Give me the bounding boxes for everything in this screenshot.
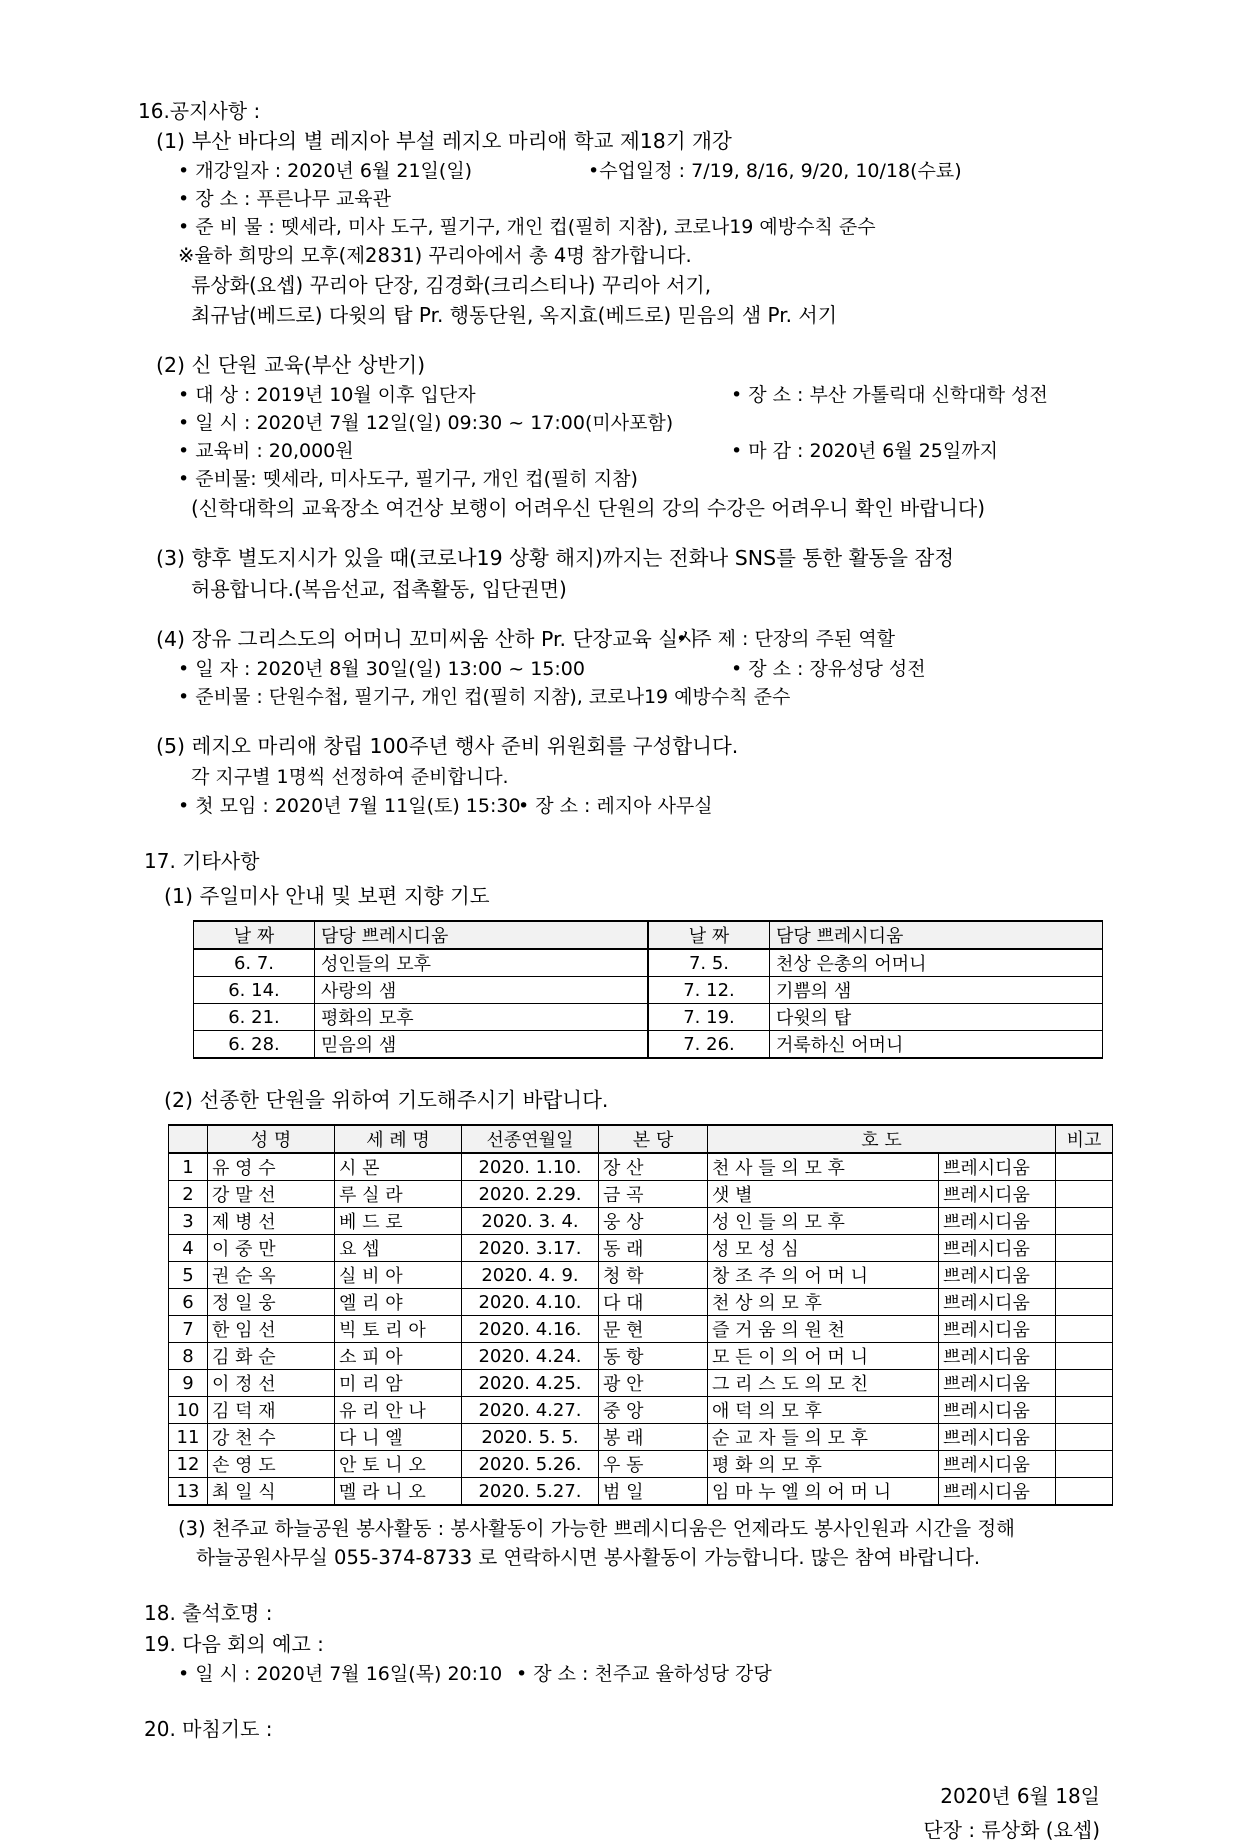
section-16-item-2-row-3 [178, 437, 1118, 465]
cell-name: 강 천 수 [208, 1424, 335, 1451]
row-right: • 마 감 : 2020년 6월 25일까지 [731, 440, 998, 462]
cell-presidium-word: 쁘레시디움 [939, 1316, 1056, 1343]
cell-baptismal-name: 유 리 안 나 [335, 1397, 462, 1424]
cell-remarks [1056, 1235, 1113, 1262]
col-date-2: 날 짜 [648, 921, 770, 949]
cell-parish: 우 동 [599, 1451, 708, 1478]
cell-presidium-word: 쁘레시디움 [939, 1208, 1056, 1235]
section-17-sub-1-label: (1) 주일미사 안내 및 보편 지향 기도 [164, 884, 490, 908]
cell-death-date: 2020. 4.25. [462, 1370, 599, 1397]
table-row [169, 1370, 1113, 1397]
cell-name: 최 일 식 [208, 1478, 335, 1506]
cell-remarks [1056, 1424, 1113, 1451]
section-16-item-5-label: (5) 레지오 마리애 창립 100주년 행사 준비 위원회를 구성합니다. [156, 734, 739, 758]
cell-baptismal-name: 멜 라 니 오 [335, 1478, 462, 1506]
cell-index: 5 [169, 1262, 208, 1289]
cell-baptismal-name: 요 셉 [335, 1235, 462, 1262]
table-row [169, 1153, 1113, 1181]
cell-baptismal-name: 다 니 엘 [335, 1424, 462, 1451]
row-left: • 개강일자 : 2020년 6월 21일(일) [178, 160, 473, 182]
cell-index: 1 [169, 1153, 208, 1181]
cell-presidium-2: 다윗의 탑 [770, 1004, 1103, 1031]
cell-name: 강 말 선 [208, 1181, 335, 1208]
table-row [169, 1262, 1113, 1289]
section-16-item-2-row-2 [178, 409, 1118, 437]
cell-parish: 장 산 [599, 1153, 708, 1181]
section-16-item-5-label-2: 각 지구별 1명씩 선정하여 준비합니다. [191, 766, 509, 788]
row-right: • 장 소 : 장유성당 성전 [731, 658, 926, 680]
cell-presidium-name: 임 마 누 엘 의 어 머 니 [708, 1478, 939, 1506]
section-16-item-1-row-2 [178, 185, 1118, 213]
cell-index: 2 [169, 1181, 208, 1208]
cell-index: 9 [169, 1370, 208, 1397]
section-17-sub-3-line-1: (3) 천주교 하늘공원 봉사활동 : 봉사활동이 가능한 쁘레시디움은 언제라도 봉사인원과 시간을 정해 [178, 1517, 1016, 1540]
cell-remarks [1056, 1181, 1113, 1208]
row-left: • 준 비 물 : 뗏세라, 미사 도구, 필기구, 개인 컵(필히 지참), 코로나19 예방수칙 준수 [178, 216, 876, 238]
section-16-item-2-row-4 [178, 465, 1118, 493]
deceased-members-table [168, 1124, 1113, 1506]
cell-remarks [1056, 1451, 1113, 1478]
table-row [169, 1316, 1113, 1343]
cell-remarks [1056, 1343, 1113, 1370]
cell-parish: 청 학 [599, 1262, 708, 1289]
cell-parish: 웅 상 [599, 1208, 708, 1235]
cell-presidium-name: 천 상 의 모 후 [708, 1289, 939, 1316]
cell-name: 제 병 선 [208, 1208, 335, 1235]
col-presidium-2: 담당 쁘레시디움 [770, 921, 1103, 949]
section-16-item-5-row-1 [178, 792, 1118, 820]
row-left: • 장 소 : 푸른나무 교육관 [178, 188, 391, 210]
cell-name: 한 임 선 [208, 1316, 335, 1343]
cell-parish: 동 래 [599, 1235, 708, 1262]
cell-presidium-word: 쁘레시디움 [939, 1153, 1056, 1181]
cell-baptismal-name: 베 드 로 [335, 1208, 462, 1235]
col-date-1: 날 짜 [194, 921, 315, 949]
cell-date-1: 6. 7. [194, 949, 315, 977]
cell-death-date: 2020. 4.10. [462, 1289, 599, 1316]
cell-presidium-word: 쁘레시디움 [939, 1181, 1056, 1208]
cell-parish: 문 현 [599, 1316, 708, 1343]
table-row [169, 1289, 1113, 1316]
cell-index: 10 [169, 1397, 208, 1424]
cell-presidium-word: 쁘레시디움 [939, 1424, 1056, 1451]
sunday-mass-table [193, 920, 1103, 1059]
cell-name: 김 덕 재 [208, 1397, 335, 1424]
col-presidium-1: 담당 쁘레시디움 [315, 921, 649, 949]
section-16-item-3-label-2: 허용합니다.(복음선교, 접촉활동, 입단권면) [191, 577, 567, 601]
cell-date-1: 6. 28. [194, 1031, 315, 1059]
cell-death-date: 2020. 4.27. [462, 1397, 599, 1424]
section-16-item-1-row-1 [178, 157, 1118, 185]
cell-baptismal-name: 시 몬 [335, 1153, 462, 1181]
cell-presidium-word: 쁘레시디움 [939, 1397, 1056, 1424]
cell-remarks [1056, 1397, 1113, 1424]
col-name: 성 명 [208, 1125, 335, 1153]
cell-death-date: 2020. 4. 9. [462, 1262, 599, 1289]
cell-parish: 범 일 [599, 1478, 708, 1506]
row-left: • 일 시 : 2020년 7월 12일(일) 09:30 ~ 17:00(미사포함) [178, 412, 674, 434]
cell-date-2: 7. 5. [648, 949, 770, 977]
cell-presidium-1: 평화의 모후 [315, 1004, 649, 1031]
cell-name: 유 영 수 [208, 1153, 335, 1181]
cell-date-2: 7. 19. [648, 1004, 770, 1031]
col-death-date: 선종연월일 [462, 1125, 599, 1153]
table-row [194, 1031, 1103, 1059]
row-right: • 장 소 : 천주교 율하성당 강당 [516, 1663, 772, 1685]
section-20-heading: 20. 마침기도 : [144, 1717, 273, 1741]
col-index [169, 1125, 208, 1153]
cell-presidium-name: 천 사 들 의 모 후 [708, 1153, 939, 1181]
cell-remarks [1056, 1316, 1113, 1343]
table-row [194, 949, 1103, 977]
cell-remarks [1056, 1370, 1113, 1397]
cell-presidium-word: 쁘레시디움 [939, 1451, 1056, 1478]
cell-presidium-name: 샛 별 [708, 1181, 939, 1208]
cell-presidium-name: 평 화 의 모 후 [708, 1451, 939, 1478]
cell-parish: 광 안 [599, 1370, 708, 1397]
signature-name: 단장 : 류상화 (요셉) [923, 1818, 1100, 1842]
row-left: • 일 자 : 2020년 8월 30일(일) 13:00 ~ 15:00 [178, 658, 585, 680]
section-16-item-4-label-right: • 주 제 : 단장의 주된 역할 [676, 628, 896, 650]
cell-presidium-name: 즐 거 움 의 원 천 [708, 1316, 939, 1343]
cell-name: 이 정 선 [208, 1370, 335, 1397]
cell-death-date: 2020. 5. 5. [462, 1424, 599, 1451]
cell-remarks [1056, 1208, 1113, 1235]
cell-presidium-1: 사랑의 샘 [315, 977, 649, 1004]
cell-parish: 중 앙 [599, 1397, 708, 1424]
cell-remarks [1056, 1478, 1113, 1506]
cell-death-date: 2020. 4.24. [462, 1343, 599, 1370]
table-row [194, 977, 1103, 1004]
cell-presidium-2: 기쁨의 샘 [770, 977, 1103, 1004]
cell-presidium-word: 쁘레시디움 [939, 1343, 1056, 1370]
table-row [169, 1235, 1113, 1262]
row-left: • 대 상 : 2019년 10월 이후 입단자 [178, 384, 476, 406]
col-presidium-title: 호 도 [708, 1125, 1056, 1153]
cell-date-2: 7. 26. [648, 1031, 770, 1059]
cell-death-date: 2020. 5.27. [462, 1478, 599, 1506]
cell-presidium-word: 쁘레시디움 [939, 1262, 1056, 1289]
section-19-heading: 19. 다음 회의 예고 : [144, 1632, 324, 1656]
cell-presidium-name: 성 모 성 심 [708, 1235, 939, 1262]
section-16-item-1-note-line-2: 최규남(베드로) 다윗의 탑 Pr. 행동단원, 옥지효(베드로) 믿음의 샘 Pr. 서기 [191, 303, 838, 327]
row-right: •수업일정 : 7/19, 8/16, 9/20, 10/18(수료) [588, 160, 962, 182]
table-row [169, 1424, 1113, 1451]
cell-parish: 동 항 [599, 1343, 708, 1370]
cell-presidium-2: 거룩하신 어머니 [770, 1031, 1103, 1059]
section-16-item-4-row-2 [178, 683, 1118, 711]
cell-death-date: 2020. 2.29. [462, 1181, 599, 1208]
section-16-item-1-note-line-1: 류상화(요셉) 꾸리아 단장, 김경화(크리스티나) 꾸리아 서기, [191, 273, 712, 297]
document-content [138, 96, 1118, 1847]
cell-baptismal-name: 엘 리 야 [335, 1289, 462, 1316]
cell-baptismal-name: 안 토 니 오 [335, 1451, 462, 1478]
cell-presidium-name: 그 리 스 도 의 모 친 [708, 1370, 939, 1397]
cell-baptismal-name: 미 리 암 [335, 1370, 462, 1397]
signature-block [138, 1779, 1118, 1847]
cell-name: 김 화 순 [208, 1343, 335, 1370]
section-17-sub-2-label: (2) 선종한 단원을 위하여 기도해주시기 바랍니다. [164, 1088, 609, 1112]
table-header-row [194, 921, 1103, 949]
cell-death-date: 2020. 5.26. [462, 1451, 599, 1478]
cell-presidium-word: 쁘레시디움 [939, 1289, 1056, 1316]
cell-index: 13 [169, 1478, 208, 1506]
cell-name: 권 순 옥 [208, 1262, 335, 1289]
section-16-item-2-trail: (신학대학의 교육장소 여건상 보행이 어려우신 단원의 강의 수강은 어려우니 확인 바랍니다) [191, 496, 986, 520]
cell-presidium-word: 쁘레시디움 [939, 1478, 1056, 1506]
cell-presidium-1: 믿음의 샘 [315, 1031, 649, 1059]
cell-date-2: 7. 12. [648, 977, 770, 1004]
cell-death-date: 2020. 4.16. [462, 1316, 599, 1343]
cell-index: 3 [169, 1208, 208, 1235]
signature-date: 2020년 6월 18일 [940, 1784, 1100, 1808]
cell-baptismal-name: 실 비 아 [335, 1262, 462, 1289]
table-row [169, 1397, 1113, 1424]
cell-index: 4 [169, 1235, 208, 1262]
cell-baptismal-name: 빅 토 리 아 [335, 1316, 462, 1343]
table-row [194, 1004, 1103, 1031]
row-left: • 준비물: 뗏세라, 미사도구, 필기구, 개인 컵(필히 지참) [178, 468, 638, 490]
section-17-heading: 17. 기타사항 [144, 849, 260, 873]
cell-presidium-name: 애 덕 의 모 후 [708, 1397, 939, 1424]
col-baptismal-name: 세 례 명 [335, 1125, 462, 1153]
section-16-item-4-label: (4) 장유 그리스도의 어머니 꼬미씨움 산하 Pr. 단장교육 실시 [156, 627, 698, 651]
row-left: • 일 시 : 2020년 7월 16일(목) 20:10 [178, 1663, 503, 1685]
table-row [169, 1451, 1113, 1478]
cell-presidium-word: 쁘레시디움 [939, 1235, 1056, 1262]
cell-name: 정 일 웅 [208, 1289, 335, 1316]
section-16-item-4-row-1 [178, 655, 1118, 683]
cell-presidium-name: 창 조 주 의 어 머 니 [708, 1262, 939, 1289]
section-16-item-3-label: (3) 향후 별도지시가 있을 때(코로나19 상황 해지)까지는 전화나 SNS를 통한 활동을 잠정 [156, 546, 955, 570]
cell-index: 12 [169, 1451, 208, 1478]
cell-baptismal-name: 소 피 아 [335, 1343, 462, 1370]
row-right: • 장 소 : 레지아 사무실 [518, 795, 713, 817]
cell-presidium-word: 쁘레시디움 [939, 1370, 1056, 1397]
cell-index: 7 [169, 1316, 208, 1343]
cell-death-date: 2020. 3.17. [462, 1235, 599, 1262]
row-left: • 교육비 : 20,000원 [178, 440, 354, 462]
section-17-sub-3-line-2: 하늘공원사무실 055-374-8733 로 연락하시면 봉사활동이 가능합니다. 많은 참여 바랍니다. [196, 1546, 981, 1569]
cell-date-1: 6. 14. [194, 977, 315, 1004]
table-row [169, 1181, 1113, 1208]
row-right: • 장 소 : 부산 가톨릭대 신학대학 성전 [731, 384, 1048, 406]
section-19-row [178, 1660, 1118, 1688]
cell-parish: 금 곡 [599, 1181, 708, 1208]
cell-remarks [1056, 1289, 1113, 1316]
table-row [169, 1343, 1113, 1370]
cell-presidium-name: 성 인 들 의 모 후 [708, 1208, 939, 1235]
cell-date-1: 6. 21. [194, 1004, 315, 1031]
cell-parish: 다 대 [599, 1289, 708, 1316]
section-16-item-4-headrow [156, 624, 1118, 655]
cell-presidium-1: 성인들의 모후 [315, 949, 649, 977]
cell-presidium-2: 천상 은총의 어머니 [770, 949, 1103, 977]
section-16-item-2-row-1 [178, 381, 1118, 409]
cell-death-date: 2020. 1.10. [462, 1153, 599, 1181]
section-16-item-2-label: (2) 신 단원 교육(부산 상반기) [156, 353, 426, 377]
section-18-heading: 18. 출석호명 : [144, 1601, 273, 1625]
section-16-heading: 16.공지사항 : [138, 99, 261, 123]
cell-death-date: 2020. 3. 4. [462, 1208, 599, 1235]
cell-presidium-name: 순 교 자 들 의 모 후 [708, 1424, 939, 1451]
cell-parish: 봉 래 [599, 1424, 708, 1451]
cell-presidium-name: 모 든 이 의 어 머 니 [708, 1343, 939, 1370]
cell-baptismal-name: 루 실 라 [335, 1181, 462, 1208]
section-16-item-1-label: (1) 부산 바다의 별 레지아 부설 레지오 마리애 학교 제18기 개강 [156, 129, 732, 153]
cell-name: 손 영 도 [208, 1451, 335, 1478]
section-16-item-1-row-3 [178, 213, 1118, 241]
cell-name: 이 중 만 [208, 1235, 335, 1262]
table-row [169, 1208, 1113, 1235]
col-parish: 본 당 [599, 1125, 708, 1153]
cell-remarks [1056, 1262, 1113, 1289]
row-left: • 첫 모임 : 2020년 7월 11일(토) 15:30 [178, 795, 521, 817]
cell-index: 8 [169, 1343, 208, 1370]
section-16-item-1-note: ※율하 희망의 모후(제2831) 꾸리아에서 총 4명 참가합니다. [178, 244, 692, 267]
table-header-row [169, 1125, 1113, 1153]
col-remarks: 비고 [1056, 1125, 1113, 1153]
cell-remarks [1056, 1153, 1113, 1181]
row-left: • 준비물 : 단원수첩, 필기구, 개인 컵(필히 지참), 코로나19 예방수칙 준수 [178, 686, 791, 708]
cell-index: 6 [169, 1289, 208, 1316]
table-row [169, 1478, 1113, 1506]
cell-index: 11 [169, 1424, 208, 1451]
